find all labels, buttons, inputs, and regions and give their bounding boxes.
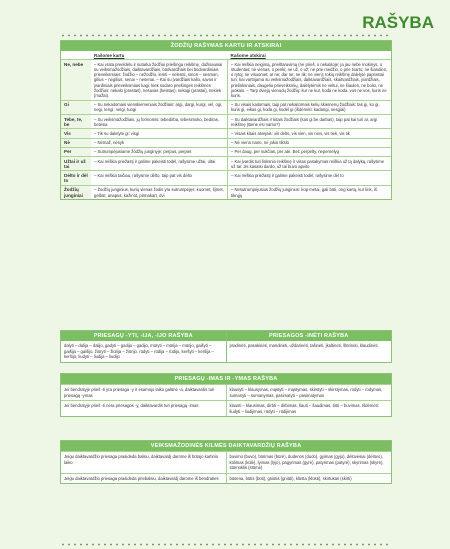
cell-together: – Žodžių junginius, kurių vienas žodis yra sutrumpėjęs: kuomet, šįmet, gelbūt, anapus, kažinot, pirmakart, dvi (91, 185, 228, 199)
example-cell: buvimo (buvo), būrimas (būrė), dudenos (dudo), gyimas (gyjo), dėlūvėsiai (dėlūvo), kūlimas (kūlė), lyimas (lyjo), pagyrimas (gyrė), patyrimas (patyrė), skyrimas (skyrė), stūmoklis (stūmė) (226, 452, 392, 473)
page-title: RAŠYBA (362, 13, 434, 32)
cell-apart: – Visais kitais atvejais: vis delto, vis vien, vis nevi, vis tiek, vis tik (228, 129, 392, 138)
section-rasymas-kartu (60, 40, 392, 200)
table-row (61, 129, 391, 138)
example-cell: klausyti – klausymas, mąstyti – mąstymas, skirstyti – skirstymas, rodyti – rodymas, sumanyti – sumanymas, pasimatyti – pasimatymas (226, 385, 392, 400)
row-label: Vis (61, 129, 91, 138)
row-label: Dėlto ir dėl to (61, 171, 91, 185)
table-row (61, 138, 391, 147)
section-daiktavardziai (60, 440, 392, 484)
section-header: PRIESAGOS -INĖTI RAŠYBA (227, 331, 392, 341)
cell-apart: – Kai reiškia priežastį ir galime pakeisti todėl, rašysime dėl to (228, 171, 392, 185)
cell-together: – Nėmaž, nėsyk (91, 138, 228, 147)
cell-together: – Su veiksmažodžiais, jų formomis: tebedirba, tebesimoko, bediras, betėsia (91, 115, 228, 129)
rule-cell: Jeigu daiktavardžio priesaga prasideda balsiu, daiktavardį darome iš būtojo kartinio laiko (64, 454, 219, 465)
cell-together: – Sutrumpėjusiame žodžių junginyje: perpus, perpiet (91, 147, 228, 156)
dotted-divider (60, 34, 390, 37)
text-block: dalyti – dalija – dalijo, gadyti – gadija – gadijo, mūryti – mūrija – mūrijo, gaišyti – gaišija – gaišijo, žiūryti – žiūrija – žiūrijo, rūdyti – rūdija – rūdijo, keršyti – keršija – keršijo, liudyti – liudija – liudijo (64, 343, 214, 360)
table-row (61, 171, 391, 185)
cell-apart: – Kai įvardis turi linksnio reikšmę ir visas pasakymas reiškia už tą dalyką, rašysime už tai: Jis kasatsi dardo, už tai buvo apvito (228, 157, 392, 171)
row-label: Užtai ir už tai (61, 157, 91, 171)
rule-cell: Jei bendratyje prieš -ti nėra priesagos -y, daiktavardis turi priesagą -imas (64, 403, 199, 409)
col-together: Rašome kartu (94, 52, 125, 58)
example-cell: klausti – klausimas, dirbti – dirbimas, šauti – šaudimas, būti – buvimas. Išdėmėti: liudyti – liudijimas, rūdyti – rūdijimas (226, 401, 392, 416)
section-imas-ymas (60, 373, 392, 417)
section-priesagos (60, 330, 392, 363)
section-header: VEIKSMAŽODINĖS KILMĖS DAIKTAVARDŽIŲ RAŠYBA (61, 441, 391, 451)
rule-cell: Jei bendratyje prieš -ti yra priesaga -y ir esamojo laiko galūnė -a, daiktavardis turi priesagą -ymas (64, 387, 215, 398)
cell-apart: – Kai reiškia neigimą, prieštaravimą (ne prieš, o nekalsoje; ja jau nebe mokinys, o studentas; ne vienas, o penki; ne už, o už; ne prie medžio, o prie tvarto; ne šiandien, o rytoj; ne visuomet; ar ne; dar ne; ne tik; ne vien); tokių reikšmę dalelytė paprastai turi, kai vartojama su veiksmažodžiais, daiktavardžiais, skaitvardžiais, įvardžiais, prielinksniais, daugeliu prieveiksmių, dalelytėmis ne veltui, ne šiaulen, ne bolio, ne juokais. – Tarp dviejų vienodų žodžių: kur ne kur, koda ne koda, vos ne vos, kuris ne kuris. (228, 60, 392, 100)
cell-together: – Kai vrata preeldėlu ir sutarka žodžiui priešinga reikšmę, dažniausiai su veiksmažodžiais, daiktavardžiais, būdvardžiais bei būdvardiniais prieveiksmiais: žodžio – nežodžio, lemti – nelemti, smon – nesmon, gilius – negilius, senai – nesenai. – Kai su įvardžiais kalio, savos ir įvardiniais prieveiksmiais kagi, kiek sudaro priešinges reikšmės žodžius: nekalo (prastas), nesavas (keistas), nekagi (prastai), nekiek (mažai). (91, 60, 228, 100)
dotted-divider (60, 543, 390, 546)
cell-apart: – Su daiktavardžiais ir kitais žodžiais (kas gi be darbas), taip pat kai turi ar, argi reikšmę (Bene ėsi namo?) (228, 115, 392, 129)
col-apart: Rašome atskirai (230, 52, 266, 58)
table-row (61, 115, 391, 129)
section-header: ŽODŽIŲ RAŠYMAS KARTU IR ATSKIRAI (61, 41, 391, 51)
row-label: Tebe, te, be (61, 115, 91, 129)
example-cell: būsena, būtis (būti), gniūtis (gniūti), klūsta (klūsti), skirtukas (skirti) (226, 474, 392, 484)
cell-apart: – Nė vieno nano, nė jokio tikslo (228, 138, 392, 147)
cell-apart: – Nesutrumpėjusius žodžių junginius: kop metai, gali būti, ong kartą, kur link, iš tikrųjų (228, 185, 392, 199)
section-yti (61, 331, 226, 362)
text-block: pradinėti, pasakinėti, mandinėti, uždarinėti, tašinėti, įkaltinėti, šlūrinėti, klaudinėti (229, 343, 378, 348)
table-row (61, 60, 391, 100)
table-row (61, 400, 391, 416)
row-label: Žodžių junginiai (61, 185, 91, 199)
table-row (61, 185, 391, 199)
table-row (61, 384, 391, 400)
cell-together: – Kai reiškia priežastį ir galime pakeisti todėl, rašysime užtai, ultai (91, 157, 228, 171)
section-ineti (226, 331, 392, 362)
cell-apart: – Per daug, per sukčias, per atė. Bet: perpelty, nepernelyg (228, 147, 392, 156)
row-label: Per (61, 147, 91, 156)
table-row (61, 473, 391, 484)
row-label: Gi (61, 100, 91, 114)
cell-together: – Kai reiškia taičiau, rašysime dėlto, taip pat vis dėlto (91, 171, 228, 185)
table-row (61, 157, 391, 171)
rule-cell: Jeigu daiktavardžio priesaga prasideda priebalsiu, daiktavardį darome iš bendraties (64, 475, 219, 481)
cell-apart: – Su visais kaitomais, taip pat nekaitomais kelių skiemenų žodžiais: tas gi, ko gi, kuris gi, eikas gi, koda gi, kodėl gi (išdėmėti: kadangi, nesgiai) (228, 100, 392, 114)
cell-together: – Su nekaitomais vienskiemeniais žodžiais: argi, dargi, kurgi, vėl, ogi, negi, tengi, netgi, tuogi (91, 100, 228, 114)
section-header: PRIESAGŲ -IMAS IR -YMAS RAŠYBA (61, 374, 391, 384)
row-label: Nė (61, 138, 91, 147)
row-label: Ne, nebe (61, 60, 91, 100)
table-row (61, 451, 391, 473)
section-header: PRIESAGŲ -YTI, -IJA, -IJO RAŠYBA (61, 331, 226, 341)
rules-table (61, 51, 391, 199)
cell-together: – Tik su dalelyte gi: visgi (91, 129, 228, 138)
table-row (61, 100, 391, 114)
table-row (61, 147, 391, 156)
